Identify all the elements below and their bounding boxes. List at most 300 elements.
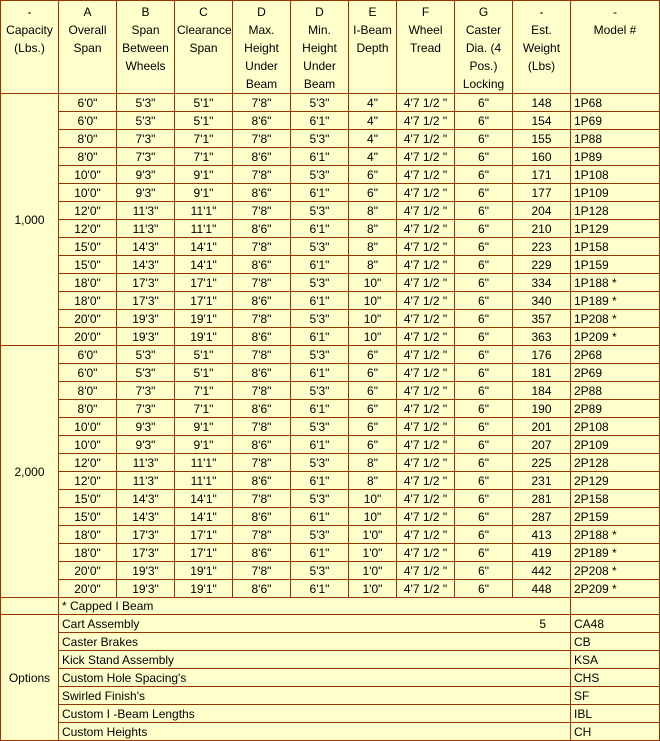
value-cell: 8'6" (233, 220, 291, 238)
value-cell: 190 (513, 400, 571, 418)
value-cell: 6" (455, 364, 513, 382)
value-cell: 334 (513, 274, 571, 292)
option-code: CA48 (571, 615, 660, 633)
value-cell: 5'3" (291, 166, 349, 184)
value-cell: 5'3" (291, 202, 349, 220)
model-cell: 2P109 (571, 436, 660, 454)
value-cell: 8'0" (59, 382, 117, 400)
header-label: Clearance Span (177, 23, 232, 55)
option-qty (513, 723, 571, 741)
value-cell: 19'3" (117, 310, 175, 328)
value-cell: 1'0" (349, 580, 397, 598)
value-cell: 5'3" (117, 346, 175, 364)
value-cell: 8" (349, 256, 397, 274)
value-cell: 14'3" (117, 508, 175, 526)
header-label: Min. Height Under Beam (302, 23, 337, 91)
value-cell: 177 (513, 184, 571, 202)
value-cell: 11'1" (175, 472, 233, 490)
value-cell: 6" (455, 400, 513, 418)
model-cell: 1P108 (571, 166, 660, 184)
option-row (1, 687, 660, 705)
value-cell: 10" (349, 508, 397, 526)
model-cell: 1P158 (571, 238, 660, 256)
value-cell: 8'6" (233, 508, 291, 526)
header-cell (571, 1, 660, 94)
value-cell: 10'0" (59, 418, 117, 436)
value-cell: 6" (455, 526, 513, 544)
table-row (1, 562, 660, 580)
value-cell: 6'1" (291, 544, 349, 562)
value-cell: 4'7 1/2 " (397, 364, 455, 382)
table-row (1, 328, 660, 346)
table-row (1, 526, 660, 544)
option-name: Swirled Finish's (59, 687, 513, 705)
table-row (1, 400, 660, 418)
value-cell: 17'1" (175, 274, 233, 292)
model-cell: 2P108 (571, 418, 660, 436)
value-cell: 7'8" (233, 238, 291, 256)
model-cell: 2P189 * (571, 544, 660, 562)
value-cell: 4'7 1/2 " (397, 472, 455, 490)
value-cell: 6'1" (291, 184, 349, 202)
value-cell: 7'8" (233, 526, 291, 544)
model-cell: 2P188 * (571, 526, 660, 544)
value-cell: 17'3" (117, 544, 175, 562)
value-cell: 7'3" (117, 130, 175, 148)
header-label: I-Beam Depth (353, 23, 392, 55)
value-cell: 231 (513, 472, 571, 490)
value-cell: 4" (349, 148, 397, 166)
header-label: Capacity (Lbs.) (6, 23, 53, 55)
value-cell: 15'0" (59, 508, 117, 526)
value-cell: 6" (455, 166, 513, 184)
value-cell: 6" (455, 544, 513, 562)
value-cell: 6" (349, 364, 397, 382)
value-cell: 14'3" (117, 490, 175, 508)
value-cell: 6'0" (59, 112, 117, 130)
value-cell: 7'1" (175, 148, 233, 166)
value-cell: 7'8" (233, 310, 291, 328)
value-cell: 15'0" (59, 490, 117, 508)
value-cell: 11'3" (117, 202, 175, 220)
option-code: CB (571, 633, 660, 651)
value-cell: 6'1" (291, 472, 349, 490)
value-cell: 154 (513, 112, 571, 130)
value-cell: 4'7 1/2 " (397, 94, 455, 112)
value-cell: 14'3" (117, 238, 175, 256)
value-cell: 5'3" (291, 454, 349, 472)
value-cell: 6'1" (291, 580, 349, 598)
header-letter: D (257, 5, 266, 19)
option-name: Custom Heights (59, 723, 513, 741)
model-cell: 2P128 (571, 454, 660, 472)
header-cell (455, 1, 513, 94)
header-letter: - (539, 5, 544, 19)
value-cell: 20'0" (59, 580, 117, 598)
value-cell: 7'8" (233, 94, 291, 112)
value-cell: 14'3" (117, 256, 175, 274)
value-cell: 20'0" (59, 562, 117, 580)
value-cell: 7'1" (175, 130, 233, 148)
model-cell: 1P69 (571, 112, 660, 130)
table-row (1, 148, 660, 166)
option-qty (513, 651, 571, 669)
header-letter: G (478, 5, 489, 19)
table-row (1, 382, 660, 400)
table-row (1, 418, 660, 436)
value-cell: 6" (349, 382, 397, 400)
table-row (1, 292, 660, 310)
value-cell: 5'1" (175, 94, 233, 112)
value-cell: 8'6" (233, 544, 291, 562)
value-cell: 6" (455, 148, 513, 166)
value-cell: 6" (349, 418, 397, 436)
value-cell: 7'8" (233, 382, 291, 400)
value-cell: 5'1" (175, 112, 233, 130)
value-cell: 155 (513, 130, 571, 148)
value-cell: 340 (513, 292, 571, 310)
value-cell: 8" (349, 454, 397, 472)
table-row (1, 544, 660, 562)
capacity-cell: 1,000 (1, 94, 59, 346)
value-cell: 8'6" (233, 472, 291, 490)
option-row (1, 633, 660, 651)
value-cell: 7'8" (233, 274, 291, 292)
value-cell: 6" (455, 112, 513, 130)
value-cell: 8'6" (233, 328, 291, 346)
value-cell: 4'7 1/2 " (397, 400, 455, 418)
value-cell: 6" (455, 418, 513, 436)
model-cell: 2P209 * (571, 580, 660, 598)
value-cell: 281 (513, 490, 571, 508)
value-cell: 7'3" (117, 382, 175, 400)
value-cell: 6" (455, 346, 513, 364)
table-row (1, 112, 660, 130)
value-cell: 18'0" (59, 292, 117, 310)
value-cell: 19'1" (175, 580, 233, 598)
value-cell: 5'3" (291, 418, 349, 436)
value-cell: 7'3" (117, 148, 175, 166)
value-cell: 4'7 1/2 " (397, 310, 455, 328)
value-cell: 10" (349, 328, 397, 346)
value-cell: 7'8" (233, 166, 291, 184)
header-cell (59, 1, 117, 94)
model-cell: 1P209 * (571, 328, 660, 346)
value-cell: 5'1" (175, 346, 233, 364)
value-cell: 6'1" (291, 508, 349, 526)
value-cell: 17'3" (117, 292, 175, 310)
value-cell: 14'1" (175, 238, 233, 256)
value-cell: 6" (455, 238, 513, 256)
table-row (1, 490, 660, 508)
note-row (1, 598, 660, 615)
value-cell: 18'0" (59, 544, 117, 562)
value-cell: 363 (513, 328, 571, 346)
model-cell: 2P208 * (571, 562, 660, 580)
value-cell: 287 (513, 508, 571, 526)
value-cell: 6" (455, 454, 513, 472)
value-cell: 9'1" (175, 166, 233, 184)
option-row (1, 705, 660, 723)
value-cell: 8'6" (233, 256, 291, 274)
value-cell: 6" (349, 400, 397, 418)
value-cell: 8'0" (59, 400, 117, 418)
value-cell: 11'1" (175, 220, 233, 238)
value-cell: 6'1" (291, 364, 349, 382)
value-cell: 7'8" (233, 418, 291, 436)
value-cell: 18'0" (59, 274, 117, 292)
header-label: Est. Weight (Lbs) (522, 23, 561, 73)
table-row (1, 238, 660, 256)
value-cell: 6" (455, 436, 513, 454)
model-cell: 2P89 (571, 400, 660, 418)
value-cell: 4'7 1/2 " (397, 274, 455, 292)
value-cell: 9'1" (175, 418, 233, 436)
header-letter: A (83, 5, 92, 19)
model-cell: 2P129 (571, 472, 660, 490)
value-cell: 4'7 1/2 " (397, 562, 455, 580)
value-cell: 11'1" (175, 454, 233, 472)
value-cell: 4'7 1/2 " (397, 130, 455, 148)
value-cell: 20'0" (59, 328, 117, 346)
value-cell: 7'3" (117, 400, 175, 418)
value-cell: 11'3" (117, 220, 175, 238)
value-cell: 14'1" (175, 256, 233, 274)
value-cell: 4" (349, 130, 397, 148)
value-cell: 6" (349, 346, 397, 364)
value-cell: 15'0" (59, 256, 117, 274)
option-qty (513, 687, 571, 705)
value-cell: 6" (455, 508, 513, 526)
header-letter: B (141, 5, 150, 19)
value-cell: 17'3" (117, 526, 175, 544)
value-cell: 6'1" (291, 328, 349, 346)
value-cell: 4'7 1/2 " (397, 418, 455, 436)
value-cell: 6" (349, 166, 397, 184)
table-row (1, 310, 660, 328)
header-letter: D (315, 5, 324, 19)
model-cell: 2P158 (571, 490, 660, 508)
value-cell: 4'7 1/2 " (397, 544, 455, 562)
value-cell: 14'1" (175, 508, 233, 526)
value-cell: 8'6" (233, 148, 291, 166)
header-cell (291, 1, 349, 94)
value-cell: 10" (349, 310, 397, 328)
value-cell: 442 (513, 562, 571, 580)
value-cell: 19'1" (175, 328, 233, 346)
header-letter: - (613, 5, 617, 19)
option-row (1, 651, 660, 669)
value-cell: 4'7 1/2 " (397, 148, 455, 166)
value-cell: 6'1" (291, 400, 349, 418)
model-cell: 1P88 (571, 130, 660, 148)
value-cell: 160 (513, 148, 571, 166)
value-cell: 10'0" (59, 436, 117, 454)
header-letter: - (27, 5, 32, 19)
value-cell: 5'3" (291, 346, 349, 364)
model-cell: 1P189 * (571, 292, 660, 310)
value-cell: 8'0" (59, 130, 117, 148)
value-cell: 6'1" (291, 292, 349, 310)
value-cell: 4'7 1/2 " (397, 436, 455, 454)
value-cell: 15'0" (59, 238, 117, 256)
value-cell: 10'0" (59, 184, 117, 202)
header-label: Overall Span (68, 23, 107, 55)
value-cell: 4" (349, 94, 397, 112)
value-cell: 6" (455, 202, 513, 220)
value-cell: 8'6" (233, 400, 291, 418)
value-cell: 4'7 1/2 " (397, 166, 455, 184)
option-qty (513, 705, 571, 723)
value-cell: 201 (513, 418, 571, 436)
value-cell: 5'3" (291, 238, 349, 256)
option-qty (513, 633, 571, 651)
model-cell: 2P88 (571, 382, 660, 400)
value-cell: 207 (513, 436, 571, 454)
value-cell: 7'8" (233, 202, 291, 220)
value-cell: 6" (455, 580, 513, 598)
value-cell: 19'3" (117, 562, 175, 580)
model-cell: 2P69 (571, 364, 660, 382)
value-cell: 19'3" (117, 328, 175, 346)
value-cell: 12'0" (59, 220, 117, 238)
value-cell: 7'1" (175, 400, 233, 418)
value-cell: 19'3" (117, 580, 175, 598)
value-cell: 6" (455, 490, 513, 508)
header-cell (513, 1, 571, 94)
value-cell: 6'1" (291, 256, 349, 274)
header-letter: E (368, 5, 377, 19)
value-cell: 7'1" (175, 382, 233, 400)
table-row (1, 364, 660, 382)
value-cell: 4'7 1/2 " (397, 202, 455, 220)
note-model-spacer (571, 598, 660, 615)
option-code: CHS (571, 669, 660, 687)
table-row (1, 508, 660, 526)
capacity-cell: 2,000 (1, 346, 59, 598)
header-label: Span Between Wheels (122, 23, 169, 73)
value-cell: 6" (455, 184, 513, 202)
value-cell: 5'3" (291, 310, 349, 328)
value-cell: 5'3" (291, 562, 349, 580)
value-cell: 4" (349, 112, 397, 130)
value-cell: 6'1" (291, 148, 349, 166)
value-cell: 20'0" (59, 310, 117, 328)
value-cell: 8'6" (233, 436, 291, 454)
value-cell: 4'7 1/2 " (397, 526, 455, 544)
note-spacer (1, 598, 59, 615)
option-name: Cart Assembly (59, 615, 513, 633)
table-row (1, 256, 660, 274)
value-cell: 5'3" (291, 94, 349, 112)
table-row (1, 580, 660, 598)
model-cell: 2P68 (571, 346, 660, 364)
value-cell: 176 (513, 346, 571, 364)
value-cell: 17'1" (175, 544, 233, 562)
option-name: Custom I -Beam Lengths (59, 705, 513, 723)
value-cell: 229 (513, 256, 571, 274)
value-cell: 4'7 1/2 " (397, 184, 455, 202)
value-cell: 19'1" (175, 562, 233, 580)
value-cell: 6" (455, 472, 513, 490)
header-cell (349, 1, 397, 94)
value-cell: 8'0" (59, 148, 117, 166)
table-row (1, 472, 660, 490)
table-row (1, 94, 660, 112)
value-cell: 9'1" (175, 184, 233, 202)
model-cell: 1P128 (571, 202, 660, 220)
table-row (1, 454, 660, 472)
option-row (1, 669, 660, 687)
option-code: IBL (571, 705, 660, 723)
value-cell: 6" (455, 310, 513, 328)
option-code: KSA (571, 651, 660, 669)
value-cell: 357 (513, 310, 571, 328)
option-qty: 5 (513, 615, 571, 633)
value-cell: 6'1" (291, 220, 349, 238)
value-cell: 11'3" (117, 454, 175, 472)
value-cell: 11'3" (117, 472, 175, 490)
option-row (1, 723, 660, 741)
value-cell: 6" (455, 130, 513, 148)
value-cell: 12'0" (59, 472, 117, 490)
value-cell: 6'0" (59, 94, 117, 112)
table-row (1, 220, 660, 238)
value-cell: 448 (513, 580, 571, 598)
value-cell: 8" (349, 202, 397, 220)
value-cell: 4'7 1/2 " (397, 454, 455, 472)
value-cell: 4'7 1/2 " (397, 292, 455, 310)
value-cell: 8'6" (233, 292, 291, 310)
table-row (1, 202, 660, 220)
value-cell: 5'3" (117, 94, 175, 112)
option-row (1, 615, 660, 633)
option-code: SF (571, 687, 660, 705)
option-name: Kick Stand Assembly (59, 651, 513, 669)
header-letter: C (199, 5, 208, 19)
value-cell: 6'1" (291, 436, 349, 454)
value-cell: 6" (455, 256, 513, 274)
value-cell: 6" (455, 328, 513, 346)
value-cell: 9'3" (117, 184, 175, 202)
value-cell: 6" (455, 274, 513, 292)
model-cell: 1P159 (571, 256, 660, 274)
value-cell: 6'0" (59, 364, 117, 382)
value-cell: 5'3" (291, 274, 349, 292)
model-cell: 1P188 * (571, 274, 660, 292)
value-cell: 184 (513, 382, 571, 400)
table-row (1, 166, 660, 184)
value-cell: 8'6" (233, 580, 291, 598)
value-cell: 5'3" (291, 130, 349, 148)
value-cell: 6'1" (291, 112, 349, 130)
model-cell: 2P159 (571, 508, 660, 526)
value-cell: 4'7 1/2 " (397, 220, 455, 238)
value-cell: 4'7 1/2 " (397, 382, 455, 400)
value-cell: 14'1" (175, 490, 233, 508)
value-cell: 18'0" (59, 526, 117, 544)
value-cell: 171 (513, 166, 571, 184)
value-cell: 8'6" (233, 112, 291, 130)
value-cell: 5'3" (291, 526, 349, 544)
value-cell: 7'8" (233, 490, 291, 508)
value-cell: 148 (513, 94, 571, 112)
header-label: Wheel Tread (408, 23, 443, 55)
value-cell: 7'8" (233, 562, 291, 580)
value-cell: 6" (455, 94, 513, 112)
value-cell: 6" (455, 292, 513, 310)
value-cell: 7'8" (233, 346, 291, 364)
